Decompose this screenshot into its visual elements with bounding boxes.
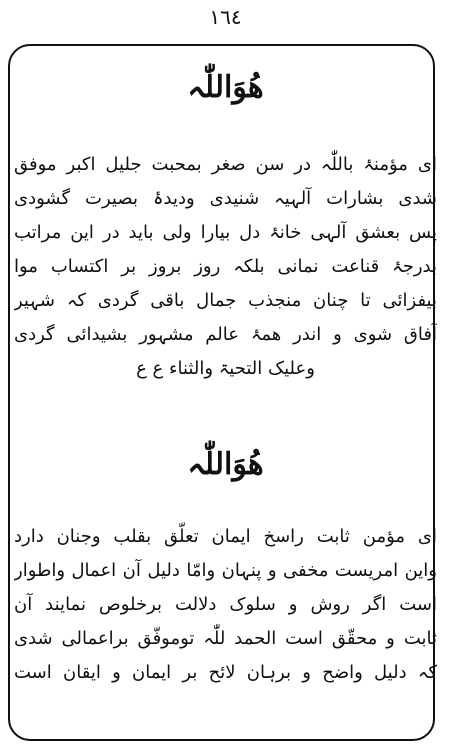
text-block — [14, 148, 437, 386]
closing-line: وعلیک التحیۃ والثناء ع ع — [136, 358, 315, 379]
text-line: پس بعشق آلہی خانۂ دل بیارا ولی باید در این مراتب — [14, 222, 437, 243]
text-block — [14, 520, 437, 690]
text-line: شدی بشارات آلہیہ شنیدی ودیدۂ بصیرت گشودی — [14, 188, 437, 209]
text-line: ای مؤمنۂ باللّٰہ در سن صغر بمحبت جلیل اکبر موفق — [14, 154, 437, 175]
text-line: کہ دلیل واضح و برہان لائح بر ایمان و ایقان است — [14, 662, 437, 683]
text-line: واین امریست مخفی و پنہان وامّا دلیل آن اعمال واطوار — [14, 560, 437, 581]
page-number: ١٦٤ — [209, 5, 242, 29]
text-line: بیفزائی تا چنان منجذب جمال باقی گردی کہ شہیر — [14, 290, 437, 311]
text-line: ثابت و محقّق است الحمد للّٰہ توموفّق براعمالی شدی — [14, 628, 437, 649]
text-line: آفاق شوی و اندر ھمۂ عالم مشہور بشیدائی گردی — [14, 324, 437, 345]
section-heading: هُوَاللّٰہ — [187, 70, 264, 105]
text-line: بدرجۂ قناعت نمانی بلکہ روز بروز بر اکتساب موا — [14, 256, 437, 277]
text-line: ای مؤمن ثابت راسخ ایمان تعلّق بقلب وجنان دارد — [14, 526, 437, 547]
section-heading: هُوَاللّٰہ — [187, 447, 264, 482]
text-line: است اگر روش و سلوک دلالت برخلوص نمایند آن — [14, 594, 437, 615]
